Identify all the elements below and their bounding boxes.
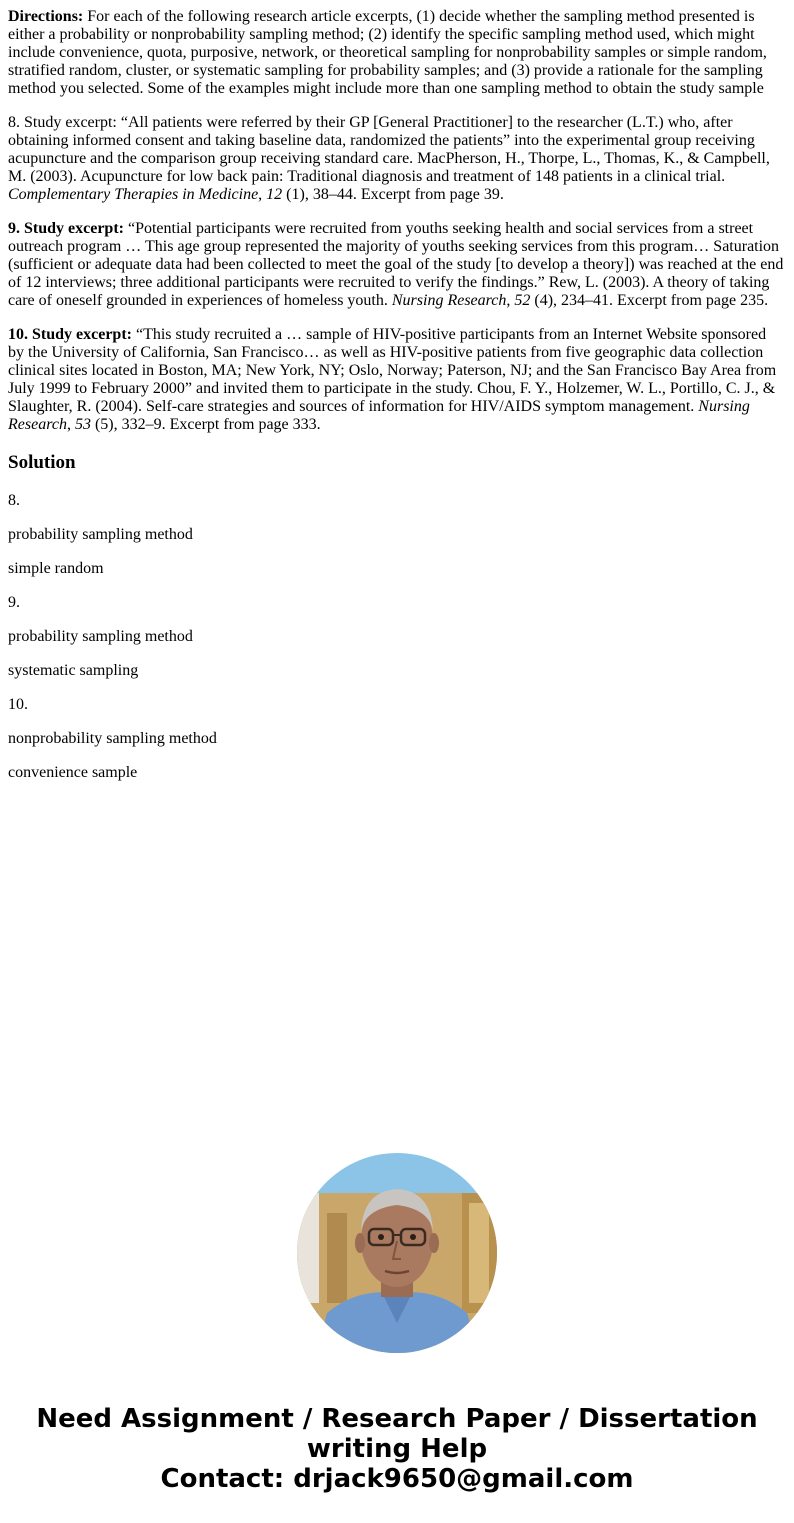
- footer-line-2: writing Help: [306, 1434, 488, 1464]
- answer-10-method: convenience sample: [8, 764, 138, 781]
- excerpt-9-sep: ,: [506, 292, 515, 309]
- excerpt-9: [8, 220, 786, 310]
- answer-8-method: simple random: [8, 560, 104, 577]
- excerpt-9-journal: Nursing Research: [391, 292, 507, 309]
- answer-9-type: probability sampling method: [8, 628, 193, 645]
- directions-text: For each of the following research article excerpts, (1) decide whether the sampling method presented is either a probability or nonprobability sampling method; (2) identify the specific sampling method used, which might include convenience, quota, purposive, network, or theoretical sampling for nonprobability samples or simple random, stratified random, cluster, or systematic sampling for probability samples; and (3) provide a rationale for the sampling method you selected. Some of the examples might include more than one sampling method to obtain the study sample: [8, 8, 767, 97]
- answer-8-number: 8.: [8, 492, 20, 509]
- excerpt-8-text: “All patients were referred by their GP [General Practitioner] to the researcher (L.T.) who, after obtaining informed consent and taking baseline data, randomized the patients” into the experimental group receiving acupuncture and the comparison group receiving standard care. MacPherson, H., Thorpe, L., Thomas, K., & Campbell, M. (2003). Acupuncture for low back pain: Traditional diagnosis and treatment of 148 patients in a clinical trial.: [8, 114, 770, 185]
- excerpt-9-text: “Potential participants were recruited from youths seeking health and social services from a street outreach program … This age group represented the majority of youths seeking services from this program… Saturation (sufficient or adequate data had been collected to meet the goal of the study [to develop a theory]) was reached at the end of 12 interviews; three additional participants were recruited to verify the findings.” Rew, L. (2003). A theory of taking care of oneself grounded in experiences of homeless youth.: [8, 220, 784, 309]
- solution-heading: Solution: [8, 452, 76, 473]
- excerpt-10-volume: 53: [74, 416, 91, 433]
- excerpt-10-journal: Nursing Research: [8, 398, 750, 433]
- footer-contact: Contact: drjack9650@gmail.com: [160, 1464, 634, 1494]
- answer-9-method: systematic sampling: [8, 662, 139, 679]
- excerpt-8-sep: ,: [258, 186, 267, 203]
- excerpt-10: [8, 326, 786, 434]
- excerpt-10-tail: (5), 332–9. Excerpt from page 333.: [90, 416, 321, 433]
- answer-8-type: probability sampling method: [8, 526, 193, 543]
- answer-10-number: 10.: [8, 696, 28, 713]
- excerpt-8-tail: (1), 38–44. Excerpt from page 39.: [282, 186, 504, 203]
- author-avatar: [297, 1153, 497, 1353]
- excerpt-8-label: 8. Study excerpt:: [8, 114, 117, 131]
- solution-list: [8, 492, 786, 782]
- excerpt-8-volume: 12: [266, 186, 283, 203]
- answer-9-number: 9.: [8, 594, 20, 611]
- excerpt-8-journal: Complementary Therapies in Medicine: [8, 186, 259, 203]
- document-body: [8, 8, 786, 798]
- excerpt-9-label: 9. Study excerpt:: [8, 220, 124, 237]
- excerpt-10-sep: ,: [66, 416, 75, 433]
- excerpt-10-label: 10. Study excerpt:: [8, 326, 132, 343]
- directions-paragraph: [8, 8, 786, 98]
- footer-line-1: Need Assignment / Research Paper / Dissertation: [36, 1404, 758, 1434]
- directions-label: Directions:: [8, 8, 84, 25]
- excerpt-8: [8, 114, 786, 204]
- excerpt-10-text: “This study recruited a … sample of HIV-positive participants from an Internet Website sponsored by the University of California, San Francisco… as well as HIV-positive patients from five geographic data collection clinical sites located in Boston, MA; New York, NY; Oslo, Norway; Paterson, NJ; and the San Francisco Bay Area from July 1999 to February 2000” and invited them to participate in the study. Chou, F. Y., Holzemer, W. L., Portillo, C. J., & Slaughter, R. (2004). Self-care strategies and sources of information for HIV/AIDS symptom management.: [8, 326, 777, 415]
- excerpt-9-tail: (4), 234–41. Excerpt from page 235.: [530, 292, 769, 309]
- answer-10-type: nonprobability sampling method: [8, 730, 217, 747]
- contact-footer: [0, 1404, 794, 1494]
- author-portrait-icon: [297, 1153, 497, 1353]
- excerpt-9-volume: 52: [514, 292, 531, 309]
